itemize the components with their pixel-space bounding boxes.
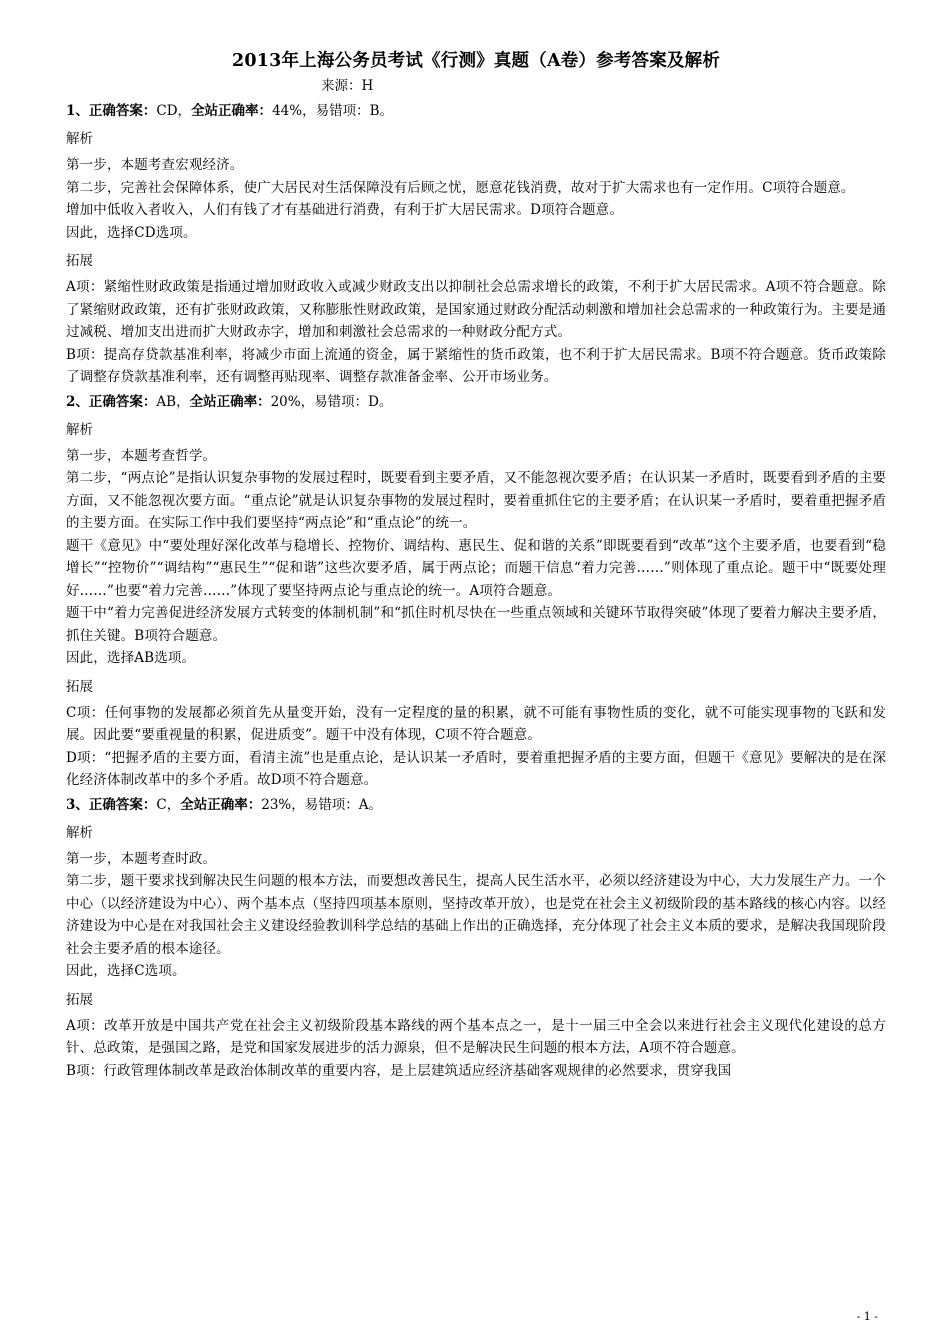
answer-value: C， [156,796,181,813]
rate-label: 全站正确率： [180,796,262,813]
analysis-paragraph: 题干《意见》中“要处理好深化改革与稳增长、控物价、调结构、惠民生、促和谐的关系”即既要看到“改革”这个主要矛盾，也要看到“稳增长”“控物价”“调结构”“惠民生”“促和谐”这些次要矛盾，属于两点论；而题干信息“着力完善……”则体现了重点论。题干中“既要处理好……”也要“着力完善……”体现了要坚持两点论与重点论的统一。A项符合题意。 [66,537,886,599]
answer-label: 正确答案： [88,103,157,119]
analysis-paragraph: 第二步，题干要求找到解决民生问题的根本方法，而要想改善民生，提高人民生活水平，必须以经济建设为中心，大力发展生产力。一个中心（以经济建设为中心）、两个基本点（坚持四项基本原则，坚持改革开放），也是党在社会主义初级阶段的基本路线的核心内容。以经济建设为中心是在对我国社会主义建设经验教训科学总结的基础上作出的正确选择，充分体现了社会主义本质的要求，是解决我国现阶段社会主要矛盾的根本途径。 [66,873,886,957]
extension-paragraph: B项：行政管理体制改革是政治体制改革的重要内容，是上层建筑适应经济基础客观规律的必然要求，贯穿我国 [66,1062,732,1079]
extension-paragraph: C项：任何事物的发展都必须首先从量变开始，没有一定程度的量的积累，就不可能有事物性质的变化，就不可能实现事物的飞跃和发展。因此要“要重视量的积累，促进质变”。题干中没有体现，C项不符合题意。 [66,704,886,743]
analysis-paragraph: 因此，选择C选项。 [66,963,186,979]
extension-paragraph: B项：提高存贷款基准利率，将减少市面上流通的资金，属于紧缩性的货币政策，也不利于扩大居民需求。B项不符合题意。货币政策除了调整存贷款基准利率，还有调整再贴现率、调整存款准备金率、公开市场业务。 [66,346,886,385]
analysis-paragraph: 增加中低收入者收入，人们有钱了才有基础进行消费，有利于扩大居民需求。D项符合题意。 [66,202,623,218]
question-number: 3、 [66,796,89,813]
analysis-paragraph: 第二步，“两点论”是指认识复杂事物的发展过程时，既要看到主要矛盾，又不能忽视次要矛盾；在认识某一矛盾时，既要看到矛盾的主要方面，又不能忽视次要方面。“重点论”就是认识复杂事物的发展过程时，要着重抓住它的主要矛盾；在认识某一矛盾时，要着重把握矛盾的主要方面。在实际工作中我们要坚持“两点论”和“重点论”的统一。 [66,470,886,531]
question-number: 1、 [66,103,89,119]
question-block [66,391,886,792]
rate-label: 全站正确率： [189,393,271,410]
rate-label: 全站正确率： [191,103,273,119]
analysis-paragraph: 因此，选择AB选项。 [66,650,196,666]
analysis-paragraph: 第一步，本题考查时政。 [66,850,217,867]
question-block [66,794,886,1083]
question-answer-line [66,100,886,122]
analysis-paragraph: 题干中“着力完善促进经济发展方式转变的体制机制”和“抓住时机尽快在一些重点领域和关键环节取得突破”体现了要着力解决主要矛盾，抓住关键。B项符合题意。 [66,605,886,644]
extension-label: 拓展 [66,678,93,695]
rate-value: 44%，易错项：B。 [272,103,393,119]
answer-value: AB， [156,393,190,410]
extension-label: 拓展 [66,991,93,1008]
question-answer-line [66,794,886,816]
answer-label: 正确答案： [88,796,157,813]
analysis-paragraph: 第一步，本题考查哲学。 [66,447,217,464]
question-number: 2、 [66,393,89,410]
extension-paragraph: A项：改革开放是中国共产党在社会主义初级阶段基本路线的两个基本点之一，是十一届三中全会以来进行社会主义现代化建设的总方针、总政策，是强国之路，是党和国家发展进步的活力源泉，但不是解决民生问题的根本方法，A项不符合题意。 [66,1017,886,1056]
document-title: 2013年上海公务员考试《行测》真题（A卷）参考答案及解析 [231,51,721,71]
question-block [66,100,886,389]
rate-value: 20%，易错项：D。 [270,393,393,410]
extension-paragraph: D项：“把握矛盾的主要方面，看清主流”也是重点论，是认识某一矛盾时，要着重把握矛盾的主要方面，但题干《意见》要解决的是在深化经济体制改革中的多个矛盾。故D项不符合题意。 [66,749,886,788]
analysis-label: 解析 [66,131,93,147]
answer-label: 正确答案： [88,393,157,410]
document-page [66,46,886,1082]
analysis-paragraph: 因此，选择CD选项。 [66,224,197,241]
analysis-label: 解析 [66,421,93,438]
analysis-label: 解析 [66,824,93,841]
rate-value: 23%，易错项：A。 [261,796,383,813]
source-line: 来源：H [321,78,374,94]
answer-value: CD， [156,103,192,119]
extension-label: 拓展 [66,253,93,269]
question-list [66,100,886,1082]
page-number: - 1 - [856,1310,878,1323]
extension-paragraph: A项：紧缩性财政政策是指通过增加财政收入或减少财政支出以抑制社会总需求增长的政策，不利于扩大居民需求。A项不符合题意。除了紧缩财政政策，还有扩张财政政策，又称膨胀性财政政策，是国家通过财政分配活动刺激和增加社会总需求的一种政策行为。主要是通过减税、增加支出进而扩大财政赤字，增加和刺激社会总需求的一种财政分配方式。 [66,279,886,340]
analysis-paragraph: 第一步，本题考查宏观经济。 [66,157,244,173]
analysis-paragraph: 第二步，完善社会保障体系，使广大居民对生活保障没有后顾之忧，愿意花钱消费，故对于扩大需求也有一定作用。C项符合题意。 [66,179,855,196]
question-answer-line [66,391,886,413]
